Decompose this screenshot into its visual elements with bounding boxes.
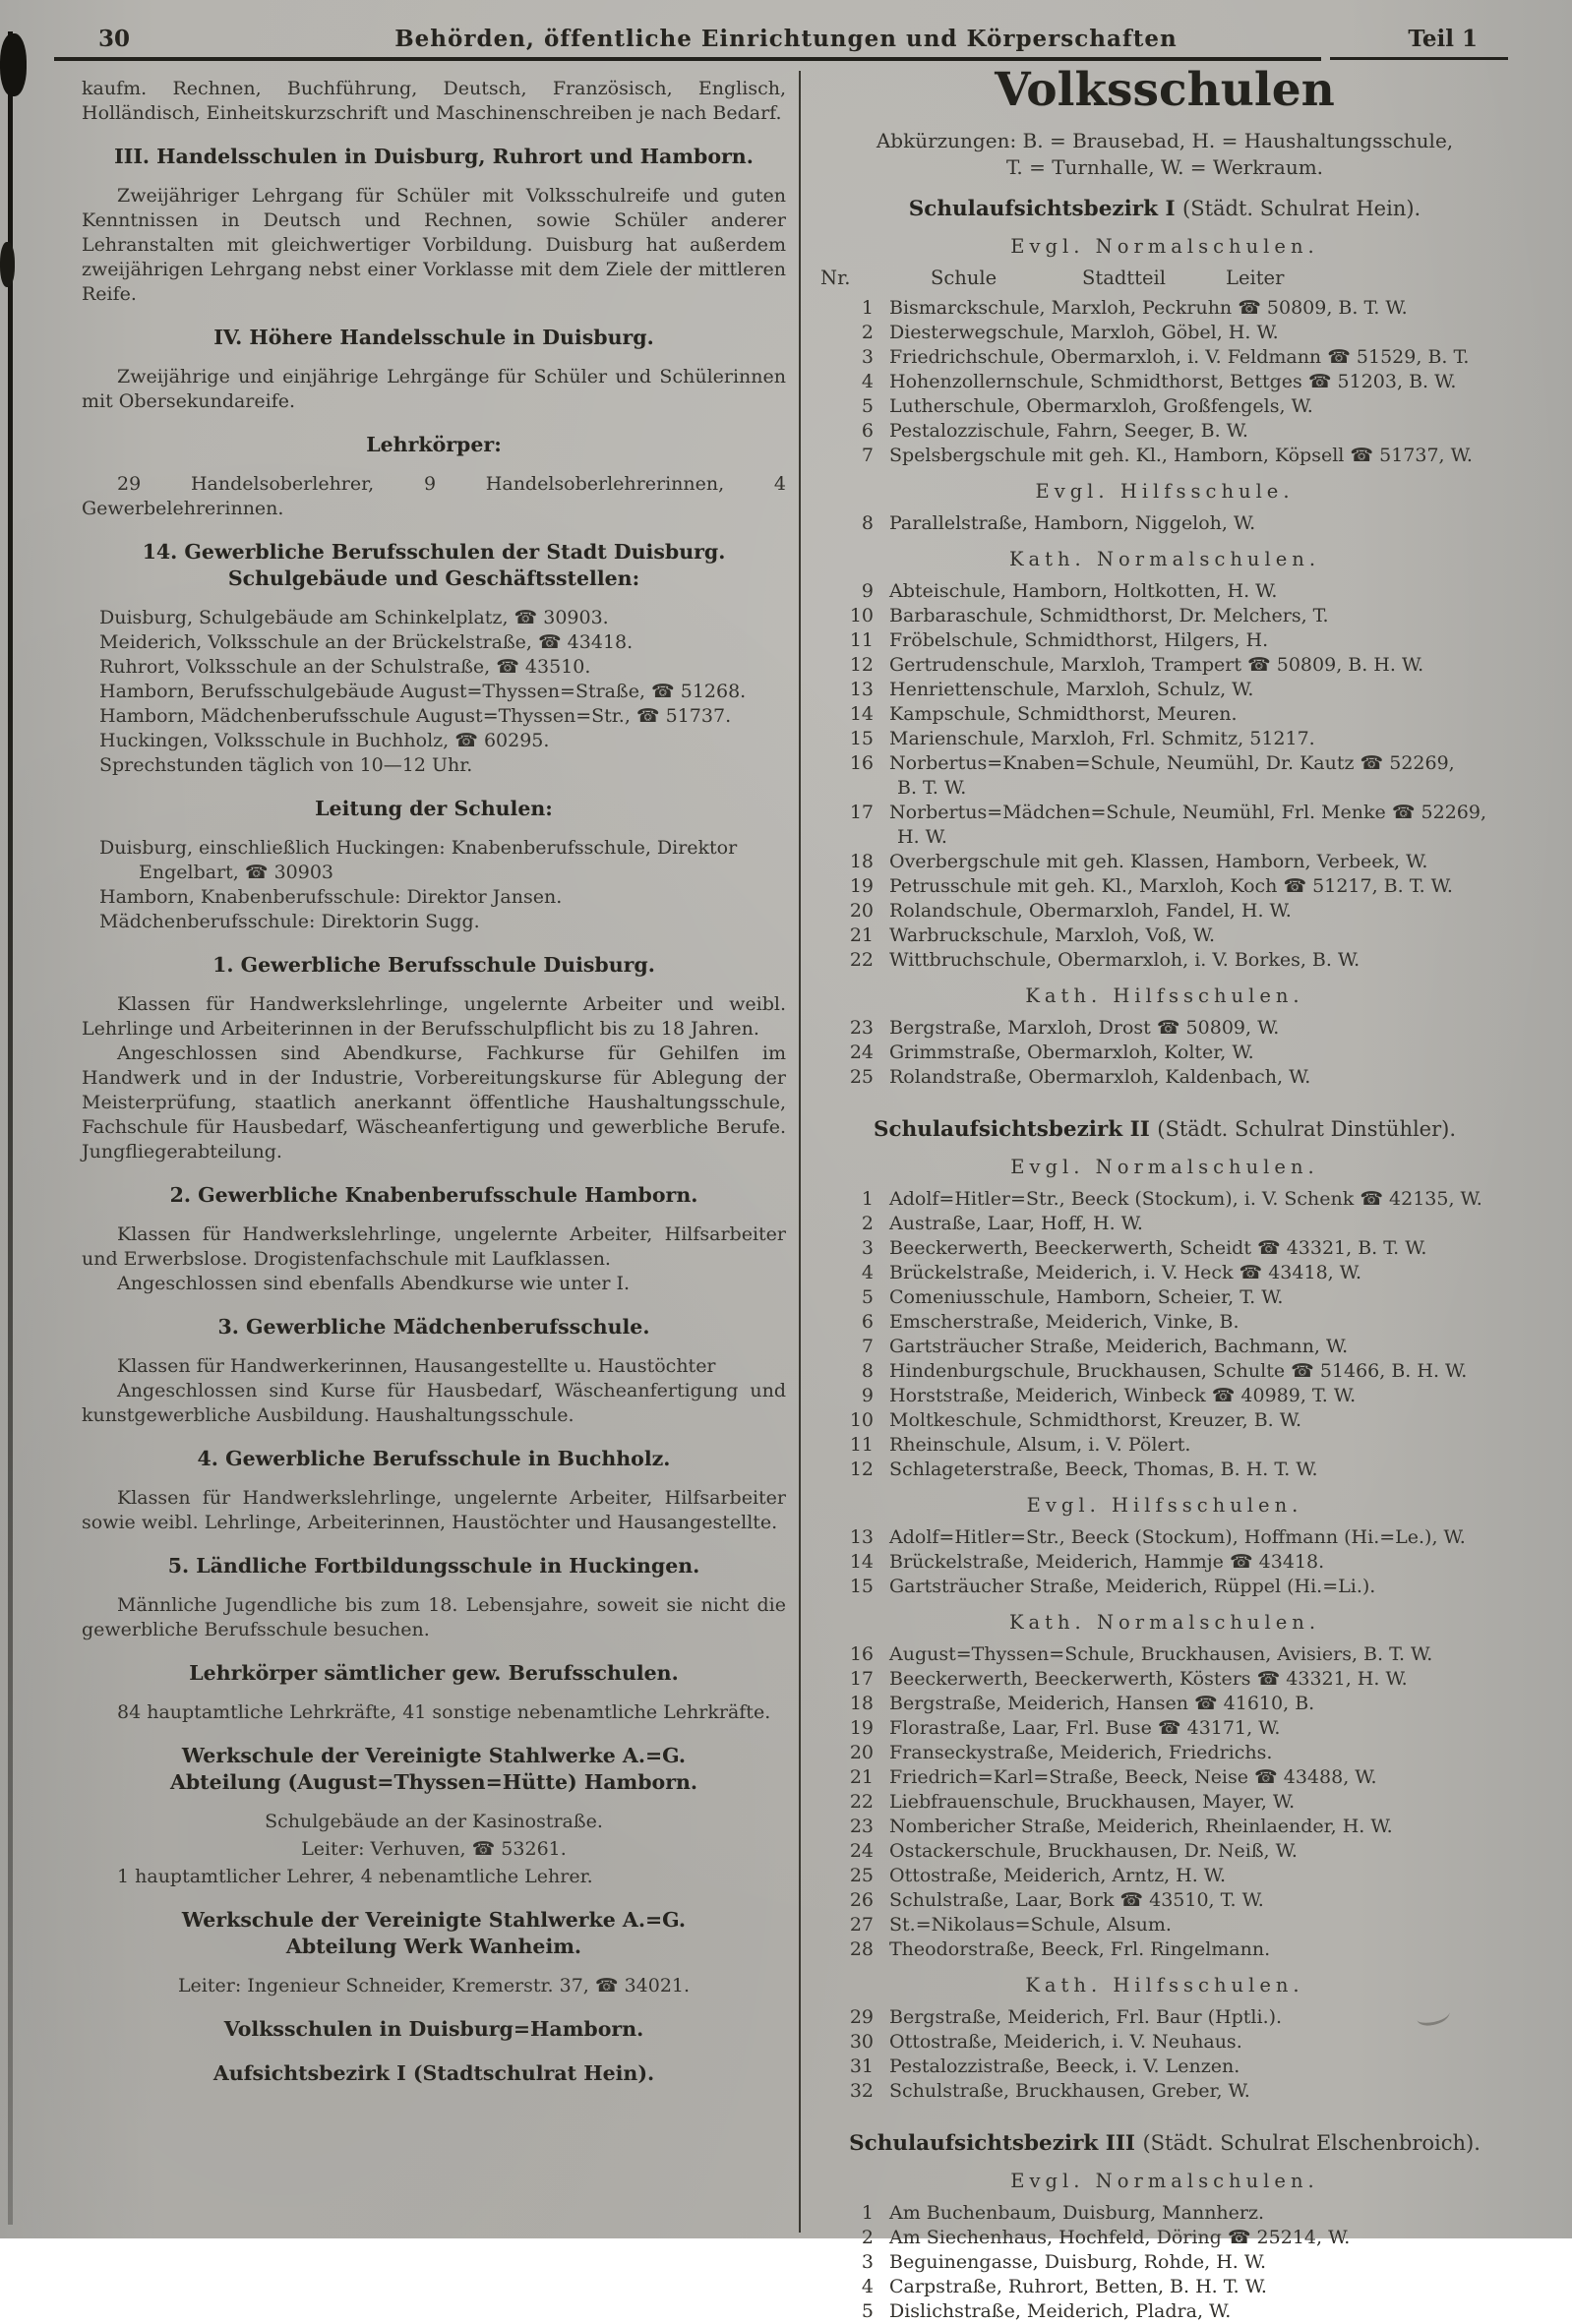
entry-text: Lutherschule, Obermarxloh, Großfengels, W. <box>889 395 1313 417</box>
school-category-heading: Evgl. Normalschulen. <box>1010 2170 1319 2192</box>
section-heading-line: III. Handelsschulen in Duisburg, Ruhrort und Hamborn. <box>114 145 754 168</box>
school-entry <box>815 2005 1515 2030</box>
body-paragraph: Angeschlossen sind ebenfalls Abendkurse wie unter I. <box>117 1273 631 1294</box>
entry-text: Abteischule, Hamborn, Holtkotten, H. W. <box>889 580 1278 602</box>
school-entry <box>815 702 1515 727</box>
entry-number: 7 <box>861 1336 874 1357</box>
entry-number: 1 <box>861 1188 874 1210</box>
table-header-schule: Schule <box>931 267 998 289</box>
school-entry <box>815 296 1515 321</box>
section-heading <box>82 325 786 351</box>
school-entry <box>815 1261 1515 1285</box>
entry-number: 8 <box>861 1360 874 1382</box>
entry-number: 22 <box>849 1791 874 1813</box>
entry-text: Adolf=Hitler=Str., Beeck (Stockum), i. V. Schenk ☎ 42135, W. <box>889 1188 1482 1210</box>
entry-number: 14 <box>849 1551 874 1573</box>
school-entry <box>815 1212 1515 1236</box>
entry-continuation: B. T. W. <box>897 777 967 799</box>
section-heading-line: Schulgebäude und Geschäftsstellen: <box>227 566 640 590</box>
section-heading-line: Lehrkörper sämtlicher gew. Berufsschulen. <box>189 1661 679 1685</box>
table-header-nr: Nr. <box>820 267 851 289</box>
school-entry <box>815 1458 1515 1482</box>
entry-number: 22 <box>849 949 874 971</box>
entry-number: 10 <box>849 605 874 626</box>
entry-number: 14 <box>849 703 874 725</box>
volksschulen-title: Volksschulen <box>995 63 1335 117</box>
school-entry <box>815 511 1515 536</box>
right-column <box>815 65 1515 2324</box>
entry-text: Pestalozzistraße, Beeck, i. V. Lenzen. <box>889 2056 1240 2077</box>
entry-text: Schulstraße, Bruckhausen, Greber, W. <box>889 2080 1250 2102</box>
entry-text: Nombericher Straße, Meiderich, Rheinlaender, H. W. <box>889 1816 1393 1837</box>
scan-ink-blob <box>0 33 27 96</box>
school-entry <box>815 579 1515 604</box>
entry-text: Brückelstraße, Meiderich, i. V. Heck ☎ 43418, W. <box>889 1262 1361 1283</box>
school-entry <box>815 948 1515 973</box>
entry-text: Friedrich=Karl=Straße, Beeck, Neise ☎ 43488, W. <box>889 1766 1377 1788</box>
entry-number: 30 <box>849 2031 874 2053</box>
entry-text: Gartsträucher Straße, Meiderich, Rüppel (Hi.=Li.). <box>889 1576 1376 1597</box>
district-heading <box>815 2129 1515 2158</box>
entry-number: 16 <box>849 752 874 774</box>
section-heading-line: Leitung der Schulen: <box>315 797 553 820</box>
section-heading <box>82 1660 786 1687</box>
address-line: Mädchenberufsschule: Direktorin Sugg. <box>99 911 480 932</box>
entry-text: Ostackerschule, Bruckhausen, Dr. Neiß, W. <box>889 1840 1298 1862</box>
school-entry <box>815 1937 1515 1962</box>
entry-number: 12 <box>849 654 874 676</box>
entry-number: 6 <box>861 420 874 442</box>
address-line: Sprechstunden täglich von 10—12 Uhr. <box>99 754 473 776</box>
entry-number: 19 <box>849 875 874 897</box>
entry-text: Overbergschule mit geh. Klassen, Hamborn, Verbeek, W. <box>889 851 1428 872</box>
section-heading <box>82 144 786 170</box>
entry-number: 20 <box>849 1742 874 1763</box>
entry-text: Fröbelschule, Schmidthorst, Hilgers, H. <box>889 629 1269 651</box>
district-heading <box>815 1115 1515 1144</box>
school-entry <box>815 321 1515 345</box>
section-heading-line: Werkschule der Vereinigte Stahlwerke A.=G. <box>181 1908 687 1932</box>
school-entry <box>815 874 1515 899</box>
entry-text: Norbertus=Mädchen=Schule, Neumühl, Frl. Menke ☎ 52269, <box>889 802 1487 823</box>
school-entry <box>815 1575 1515 1599</box>
entry-number: 10 <box>849 1409 874 1431</box>
school-category-heading: Evgl. Hilfsschulen. <box>1026 1494 1303 1517</box>
section-heading-line: IV. Höhere Handelsschule in Duisburg. <box>213 326 654 349</box>
entry-text: Marienschule, Marxloh, Frl. Schmitz, 51217. <box>889 728 1315 749</box>
section-heading-line: 4. Gewerbliche Berufsschule in Buchholz. <box>197 1447 671 1470</box>
entry-number: 23 <box>849 1017 874 1039</box>
entry-text: Horststraße, Meiderich, Winbeck ☎ 40989, T. W. <box>889 1385 1357 1406</box>
entry-text: Kampschule, Schmidthorst, Meuren. <box>889 703 1238 725</box>
body-paragraph: Zweijähriger Lehrgang für Schüler mit Volksschulreife und guten Kenntnissen in Deutsch und Rechnen, sowie Schüler anderer Lehranstalten mit gleichwertiger Vorbildung. Duisburg hat außerdem zweijährigen Lehrgang nebst einer Vorklasse mit dem Ziele der mittleren Reife. <box>82 185 786 305</box>
entry-text: Carpstraße, Ruhrort, Betten, B. H. T. W. <box>889 2276 1267 2297</box>
section-heading-line: 5. Ländliche Fortbildungsschule in Huckingen. <box>167 1554 700 1578</box>
section-heading-line: Abteilung (August=Thyssen=Hütte) Hamborn. <box>169 1770 698 1794</box>
section-heading <box>82 1182 786 1209</box>
entry-text: Diesterwegschule, Marxloh, Göbel, H. W. <box>889 322 1279 343</box>
entry-number: 17 <box>849 1668 874 1690</box>
school-entry <box>815 2079 1515 2104</box>
entry-text: Schlageterstraße, Beeck, Thomas, B. H. T. W. <box>889 1459 1318 1480</box>
centered-line: Leiter: Verhuven, ☎ 53261. <box>301 1838 567 1860</box>
school-entry <box>815 2030 1515 2055</box>
entry-text: Beeckerwerth, Beeckerwerth, Kösters ☎ 43321, H. W. <box>889 1668 1408 1690</box>
school-entry <box>815 1187 1515 1212</box>
body-paragraph: Klassen für Handwerkslehrlinge, ungelernte Arbeiter und weibl. Lehrlinge und Arbeiterinnen in der Berufsschulpflicht bis zu 18 Jahren. <box>82 993 786 1040</box>
district-listings <box>815 195 1515 2324</box>
table-header-stadtteil: Stadtteil <box>1082 267 1166 289</box>
entry-text: Hohenzollernschule, Schmidthorst, Bettges ☎ 51203, B. W. <box>889 371 1457 392</box>
address-line: Hamborn, Knabenberufsschule: Direktor Jansen. <box>99 886 563 908</box>
school-entry <box>815 1236 1515 1261</box>
section-heading <box>82 1553 786 1579</box>
school-entry <box>815 1041 1515 1065</box>
district-heading-rest: (Städt. Schulrat Dinstühler). <box>1157 1117 1457 1141</box>
entry-number: 29 <box>849 2006 874 2028</box>
school-entry <box>815 1310 1515 1335</box>
school-entry <box>815 1525 1515 1550</box>
entry-number: 7 <box>861 445 874 466</box>
abbreviations-line: T. = Turnhalle, W. = Werkraum. <box>1005 155 1324 179</box>
school-entry <box>815 2055 1515 2079</box>
abbreviations-line: Abkürzungen: B. = Brausebad, H. = Haushaltungsschule, <box>876 129 1454 152</box>
entry-number: 31 <box>849 2056 874 2077</box>
entry-number: 5 <box>861 1286 874 1308</box>
school-entry <box>815 1065 1515 1090</box>
entry-number: 11 <box>849 1434 874 1456</box>
section-heading <box>82 1743 786 1796</box>
school-entry <box>815 1790 1515 1815</box>
entry-number: 15 <box>849 1576 874 1597</box>
entry-text: Dislichstraße, Meiderich, Pladra, W. <box>889 2300 1232 2322</box>
entry-text: Bergstraße, Meiderich, Hansen ☎ 41610, B. <box>889 1693 1315 1714</box>
school-entry <box>815 419 1515 444</box>
school-entry <box>815 2201 1515 2226</box>
header-rule-segment <box>1330 57 1508 60</box>
scan-edge-artifact <box>8 31 13 2225</box>
entry-text: August=Thyssen=Schule, Bruckhausen, Avisiers, B. T. W. <box>889 1643 1433 1665</box>
section-heading <box>82 1314 786 1341</box>
school-entry <box>815 1692 1515 1716</box>
body-paragraph: Männliche Jugendliche bis zum 18. Lebensjahre, soweit sie nicht die gewerbliche Berufsschule besuchen. <box>82 1594 786 1640</box>
entry-text: Gertrudenschule, Marxloh, Trampert ☎ 50809, B. H. W. <box>889 654 1424 676</box>
school-entry <box>815 1815 1515 1839</box>
school-entry <box>815 678 1515 702</box>
entry-text: Ottostraße, Meiderich, Arntz, H. W. <box>889 1865 1227 1886</box>
school-entry <box>815 1839 1515 1864</box>
school-category-heading: Evgl. Hilfsschule. <box>1035 480 1295 503</box>
section-heading <box>82 1907 786 1960</box>
school-entry <box>815 1716 1515 1741</box>
entry-number: 32 <box>849 2080 874 2102</box>
entry-number: 8 <box>861 512 874 534</box>
entry-number: 15 <box>849 728 874 749</box>
school-entry <box>815 2250 1515 2275</box>
entry-number: 19 <box>849 1717 874 1739</box>
entry-number: 26 <box>849 1889 874 1911</box>
entry-text: Austraße, Laar, Hoff, H. W. <box>889 1213 1143 1234</box>
school-entry <box>815 801 1515 850</box>
entry-text: Adolf=Hitler=Str., Beeck (Stockum), Hoffmann (Hi.=Le.), W. <box>889 1526 1466 1548</box>
entry-number: 4 <box>861 2276 874 2297</box>
school-entry <box>815 899 1515 924</box>
address-line: Duisburg, einschließlich Huckingen: Knabenberufsschule, Direktor Engelbart, ☎ 30903 <box>99 837 738 883</box>
section-heading <box>82 2016 786 2043</box>
entry-text: Friedrichschule, Obermarxloh, i. V. Feldmann ☎ 51529, B. T. <box>889 346 1470 368</box>
entry-text: Moltkeschule, Schmidthorst, Kreuzer, B. W. <box>889 1409 1302 1431</box>
section-heading <box>82 1446 786 1472</box>
table-header-leiter: Leiter <box>1226 267 1285 289</box>
entry-number: 24 <box>849 1840 874 1862</box>
entry-text: Petrusschule mit geh. Kl., Marxloh, Koch ☎ 51217, B. T. W. <box>889 875 1453 897</box>
entry-text: Comeniusschule, Hamborn, Scheier, T. W. <box>889 1286 1284 1308</box>
entry-text: Gartsträucher Straße, Meiderich, Bachmann, W. <box>889 1336 1349 1357</box>
entry-number: 21 <box>849 924 874 946</box>
school-entry <box>815 2275 1515 2299</box>
entry-number: 24 <box>849 1042 874 1063</box>
district-heading-bold: Schulaufsichtsbezirk III <box>849 2131 1143 2156</box>
entry-number: 13 <box>849 679 874 700</box>
entry-text: Spelsbergschule mit geh. Kl., Hamborn, Köpsell ☎ 51737, W. <box>889 445 1473 466</box>
district-heading-bold: Schulaufsichtsbezirk I <box>908 197 1182 221</box>
entry-number: 17 <box>849 802 874 823</box>
entry-number: 25 <box>849 1066 874 1088</box>
school-entry <box>815 1384 1515 1408</box>
entry-number: 3 <box>861 346 874 368</box>
centered-line: Leiter: Ingenieur Schneider, Kremerstr. 37, ☎ 34021. <box>177 1975 691 1996</box>
entry-text: Bismarckschule, Marxloh, Peckruhn ☎ 50809, B. T. W. <box>889 297 1408 319</box>
district-heading-rest: (Städt. Schulrat Hein). <box>1182 197 1421 220</box>
entry-number: 2 <box>861 2227 874 2248</box>
school-category-heading: Evgl. Normalschulen. <box>1010 1156 1319 1178</box>
entry-text: Florastraße, Laar, Frl. Buse ☎ 43171, W. <box>889 1717 1281 1739</box>
body-paragraph: 29 Handelsoberlehrer, 9 Handelsoberlehrerinnen, 4 Gewerbelehrerinnen. <box>82 473 786 519</box>
section-heading-line: 3. Gewerbliche Mädchenberufsschule. <box>217 1315 650 1339</box>
entry-text: Brückelstraße, Meiderich, Hammje ☎ 43418. <box>889 1551 1325 1573</box>
entry-number: 13 <box>849 1526 874 1548</box>
body-paragraph: kaufm. Rechnen, Buchführung, Deutsch, Französisch, Englisch, Holländisch, Einheitskurzschrift und Maschinenschreiben je nach Bedarf. <box>82 78 786 124</box>
school-entry <box>815 1285 1515 1310</box>
section-heading-line: 2. Gewerbliche Knabenberufsschule Hamborn. <box>169 1183 698 1207</box>
entry-number: 25 <box>849 1865 874 1886</box>
entry-number: 1 <box>861 2202 874 2224</box>
page-header-title: Behörden, öffentliche Einrichtungen und Körperschaften <box>394 26 1178 52</box>
body-paragraph: 84 hauptamtliche Lehrkräfte, 41 sonstige nebenamtliche Lehrkräfte. <box>117 1701 771 1723</box>
entry-number: 5 <box>861 2300 874 2322</box>
school-entry <box>815 1335 1515 1359</box>
entry-text: Am Buchenbaum, Duisburg, Mannherz. <box>889 2202 1265 2224</box>
entry-number: 3 <box>861 1237 874 1259</box>
school-entry <box>815 2299 1515 2324</box>
entry-text: Hindenburgschule, Bruckhausen, Schulte ☎ 51466, B. H. W. <box>889 1360 1468 1382</box>
district-heading-rest: (Städt. Schulrat Elschenbroich). <box>1142 2131 1481 2155</box>
school-entry <box>815 1765 1515 1790</box>
school-entry <box>815 1741 1515 1765</box>
entry-text: Theodorstraße, Beeck, Frl. Ringelmann. <box>889 1938 1271 1960</box>
scan-ink-blob <box>0 242 15 287</box>
page-number: 30 <box>98 26 131 52</box>
entry-text: Schulstraße, Laar, Bork ☎ 43510, T. W. <box>889 1889 1264 1911</box>
entry-text: Rheinschule, Alsum, i. V. Pölert. <box>889 1434 1191 1456</box>
section-heading-line: Abteilung Werk Wanheim. <box>285 1935 582 1958</box>
entry-text: Wittbruchschule, Obermarxloh, i. V. Borkes, B. W. <box>889 949 1360 971</box>
entry-text: Am Siechenhaus, Hochfeld, Döring ☎ 25214, W. <box>889 2227 1351 2248</box>
entry-text: Warbruckschule, Marxloh, Voß, W. <box>889 924 1216 946</box>
school-entry <box>815 1016 1515 1041</box>
entry-number: 4 <box>861 371 874 392</box>
section-heading-line: Werkschule der Vereinigte Stahlwerke A.=G. <box>181 1744 687 1767</box>
address-line: Meiderich, Volksschule an der Brückelstraße, ☎ 43418. <box>99 631 634 653</box>
entry-text: Franseckystraße, Meiderich, Friedrichs. <box>889 1742 1273 1763</box>
entry-text: St.=Nikolaus=Schule, Alsum. <box>889 1914 1172 1936</box>
body-paragraph: Klassen für Handwerkslehrlinge, ungelernte Arbeiter, Hilfsarbeiter und Erwerbslose. Drogistenfachschule mit Laufklassen. <box>82 1223 786 1270</box>
entry-number: 3 <box>861 2251 874 2273</box>
section-heading-line: 14. Gewerbliche Berufsschulen der Stadt Duisburg. <box>142 540 726 564</box>
entry-text: Grimmstraße, Obermarxloh, Kolter, W. <box>889 1042 1254 1063</box>
entry-number: 20 <box>849 900 874 922</box>
school-entry <box>815 1408 1515 1433</box>
school-category-heading: Kath. Hilfsschulen. <box>1025 984 1304 1007</box>
school-category-heading: Evgl. Normalschulen. <box>1010 235 1319 258</box>
school-entry <box>815 924 1515 948</box>
district-heading <box>815 195 1515 223</box>
section-heading <box>82 539 786 592</box>
body-paragraph: Zweijährige und einjährige Lehrgänge für Schüler und Schülerinnen mit Obersekundareife. <box>82 366 786 412</box>
school-entry <box>815 1433 1515 1458</box>
school-category-heading: Kath. Hilfsschulen. <box>1025 1974 1304 1996</box>
school-entry <box>815 1642 1515 1667</box>
entry-number: 18 <box>849 1693 874 1714</box>
entry-text: Rolandschule, Obermarxloh, Fandel, H. W. <box>889 900 1292 922</box>
section-heading <box>82 432 786 458</box>
school-entry <box>815 370 1515 394</box>
school-entry <box>815 1913 1515 1937</box>
body-paragraph: Angeschlossen sind Abendkurse, Fachkurse für Gehilfen im Handwerk und in der Industrie, Vorbereitungskurse für Ablegung der Meisterprüfung, staatlich anerkannt öffentliche Haushaltungsschule, Fachschule für Hausbedarf, Wäscheanfertigung und gewerbliche Berufe. Jungfliegerabteilung. <box>82 1043 786 1162</box>
section-heading-line: Aufsichtsbezirk I (Stadtschulrat Hein). <box>212 2061 655 2085</box>
school-entry <box>815 604 1515 628</box>
entry-number: 9 <box>861 1385 874 1406</box>
centered-line: Schulgebäude an der Kasinostraße. <box>265 1811 603 1832</box>
entry-number: 27 <box>849 1914 874 1936</box>
school-entry <box>815 653 1515 678</box>
address-line: Huckingen, Volksschule in Buchholz, ☎ 60295. <box>99 730 550 751</box>
left-column <box>82 77 786 2101</box>
entry-text: Beeckerwerth, Beeckerwerth, Scheidt ☎ 43321, B. T. W. <box>889 1237 1427 1259</box>
school-entry <box>815 751 1515 801</box>
body-paragraph: Angeschlossen sind Kurse für Hausbedarf, Wäscheanfertigung und kunstgewerbliche Ausbildung. Haushaltungsschule. <box>82 1380 786 1426</box>
school-entry <box>815 727 1515 751</box>
address-line: Ruhrort, Volksschule an der Schulstraße, ☎ 43510. <box>99 656 591 678</box>
section-heading-line: Volksschulen in Duisburg=Hamborn. <box>223 2017 644 2041</box>
school-entry <box>815 850 1515 874</box>
entry-text: Beguinengasse, Duisburg, Rohde, H. W. <box>889 2251 1267 2273</box>
body-paragraph: Klassen für Handwerkslehrlinge, ungelernte Arbeiter, Hilfsarbeiter sowie weibl. Lehrlinge, Arbeiterinnen, Haustöchter und Hausangestellte. <box>82 1487 786 1533</box>
part-label: Teil 1 <box>1408 26 1478 52</box>
school-entry <box>815 394 1515 419</box>
entry-text: Rolandstraße, Obermarxloh, Kaldenbach, W. <box>889 1066 1311 1088</box>
entry-number: 12 <box>849 1459 874 1480</box>
school-category-heading: Kath. Normalschulen. <box>1008 548 1321 570</box>
school-entry <box>815 1888 1515 1913</box>
entry-number: 6 <box>861 1311 874 1333</box>
address-line: Hamborn, Mädchenberufsschule August=Thyssen=Str., ☎ 51737. <box>99 705 732 727</box>
section-heading <box>82 796 786 822</box>
district-heading-bold: Schulaufsichtsbezirk II <box>873 1117 1158 1142</box>
entry-text: Ottostraße, Meiderich, i. V. Neuhaus. <box>889 2031 1242 2053</box>
school-entry <box>815 1864 1515 1888</box>
entry-number: 2 <box>861 1213 874 1234</box>
school-entry <box>815 1359 1515 1384</box>
school-category-heading: Kath. Normalschulen. <box>1008 1611 1321 1634</box>
section-heading <box>82 952 786 979</box>
school-entry <box>815 628 1515 653</box>
entry-text: Barbaraschule, Schmidthorst, Dr. Melchers, T. <box>889 605 1329 626</box>
entry-number: 9 <box>861 580 874 602</box>
entry-number: 18 <box>849 851 874 872</box>
header-rule <box>54 57 1321 61</box>
entry-text: Bergstraße, Meiderich, Frl. Baur (Hptli.). <box>889 2006 1283 2028</box>
entry-text: Henriettenschule, Marxloh, Schulz, W. <box>889 679 1254 700</box>
school-entry <box>815 1550 1515 1575</box>
entry-number: 28 <box>849 1938 874 1960</box>
entry-number: 11 <box>849 629 874 651</box>
entry-text: Parallelstraße, Hamborn, Niggeloh, W. <box>889 512 1256 534</box>
school-entry <box>815 1667 1515 1692</box>
section-heading-line: 1. Gewerbliche Berufsschule Duisburg. <box>212 953 655 977</box>
entry-text: Norbertus=Knaben=Schule, Neumühl, Dr. Kautz ☎ 52269, <box>889 752 1455 774</box>
column-divider <box>799 71 801 2233</box>
table-header <box>815 267 1515 291</box>
entry-number: 2 <box>861 322 874 343</box>
entry-text: Pestalozzischule, Fahrn, Seeger, B. W. <box>889 420 1248 442</box>
school-entry <box>815 444 1515 468</box>
address-line: Hamborn, Berufsschulgebäude August=Thyssen=Straße, ☎ 51268. <box>99 681 747 702</box>
entry-number: 21 <box>849 1766 874 1788</box>
entry-text: Liebfrauenschule, Bruckhausen, Mayer, W. <box>889 1791 1296 1813</box>
body-paragraph: Klassen für Handwerkerinnen, Hausangestellte u. Haustöchter <box>117 1355 716 1377</box>
body-paragraph: 1 hauptamtlicher Lehrer, 4 nebenamtliche Lehrer. <box>117 1866 593 1887</box>
entry-number: 4 <box>861 1262 874 1283</box>
entry-text: Emscherstraße, Meiderich, Vinke, B. <box>889 1311 1239 1333</box>
entry-number: 5 <box>861 395 874 417</box>
entry-continuation: H. W. <box>897 826 947 848</box>
section-heading <box>82 2060 786 2087</box>
address-line: Duisburg, Schulgebäude am Schinkelplatz, ☎ 30903. <box>99 607 609 628</box>
entry-number: 23 <box>849 1816 874 1837</box>
entry-number: 16 <box>849 1643 874 1665</box>
entry-text: Bergstraße, Marxloh, Drost ☎ 50809, W. <box>889 1017 1280 1039</box>
section-heading-line: Lehrkörper: <box>366 433 502 456</box>
entry-number: 1 <box>861 297 874 319</box>
school-entry <box>815 345 1515 370</box>
